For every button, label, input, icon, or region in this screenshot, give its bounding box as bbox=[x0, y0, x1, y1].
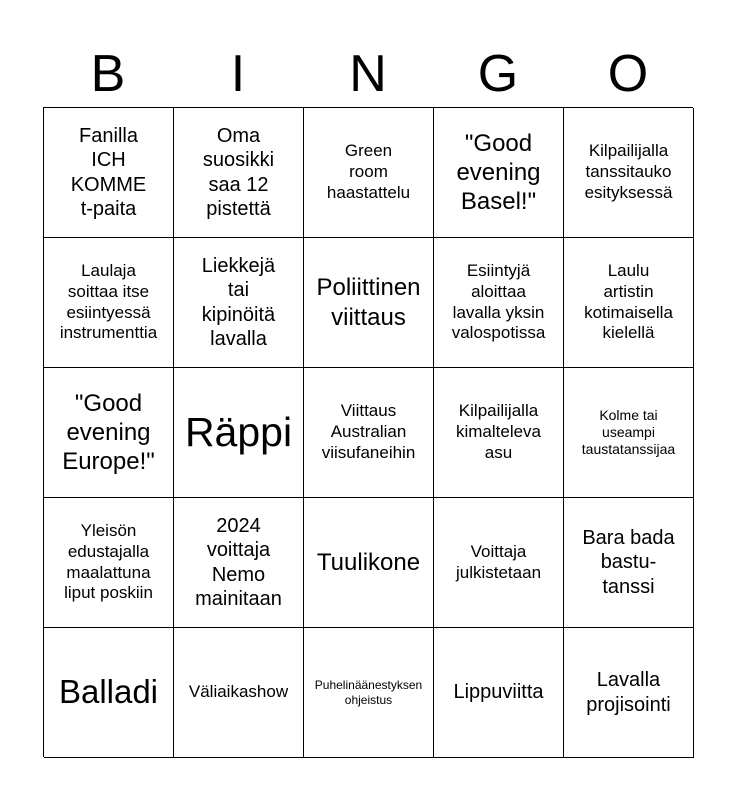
bingo-cell[interactable]: Oma suosikki saa 12 pistettä bbox=[174, 108, 304, 238]
bingo-cell[interactable]: Green room haastattelu bbox=[304, 108, 434, 238]
bingo-cell[interactable]: Viittaus Australian viisufaneihin bbox=[304, 368, 434, 498]
bingo-board bbox=[43, 107, 693, 757]
bingo-cell[interactable]: Yleisön edustajalla maalattuna liput poskiin bbox=[44, 498, 174, 628]
bingo-cell[interactable]: Kilpailijalla kimalteleva asu bbox=[434, 368, 564, 498]
bingo-cell[interactable]: Kilpailijalla tanssitauko esityksessä bbox=[564, 108, 694, 238]
bingo-cell[interactable]: Lavalla projisointi bbox=[564, 628, 694, 758]
bingo-cell[interactable]: Liekkejä tai kipinöitä lavalla bbox=[174, 238, 304, 368]
header-letter-o: O bbox=[607, 45, 649, 103]
header-letter-b: B bbox=[90, 45, 126, 103]
header-letter-n: N bbox=[349, 45, 387, 103]
bingo-cell[interactable]: Lippuviitta bbox=[434, 628, 564, 758]
bingo-cell[interactable]: Räppi bbox=[174, 368, 304, 498]
bingo-cell[interactable]: Fanilla ICH KOMME t-paita bbox=[44, 108, 174, 238]
bingo-cell[interactable]: "Good evening Basel!" bbox=[434, 108, 564, 238]
bingo-header bbox=[43, 40, 693, 108]
header-letter-g: G bbox=[477, 45, 519, 103]
bingo-cell[interactable]: Bara bada bastu- tanssi bbox=[564, 498, 694, 628]
bingo-cell[interactable]: Väliaikashow bbox=[174, 628, 304, 758]
bingo-cell[interactable]: Puhelinäänestyksen ohjeistus bbox=[304, 628, 434, 758]
bingo-cell[interactable]: 2024 voittaja Nemo mainitaan bbox=[174, 498, 304, 628]
bingo-cell[interactable]: Voittaja julkistetaan bbox=[434, 498, 564, 628]
bingo-cell[interactable]: "Good evening Europe!" bbox=[44, 368, 174, 498]
bingo-cell[interactable]: Kolme tai useampi taustatanssijaa bbox=[564, 368, 694, 498]
bingo-cell[interactable]: Laulaja soittaa itse esiintyessä instrumenttia bbox=[44, 238, 174, 368]
bingo-cell[interactable]: Poliittinen viittaus bbox=[304, 238, 434, 368]
bingo-cell[interactable]: Esiintyjä aloittaa lavalla yksin valospotissa bbox=[434, 238, 564, 368]
header-letter-i: I bbox=[230, 45, 246, 103]
bingo-cell[interactable]: Tuulikone bbox=[304, 498, 434, 628]
bingo-cell[interactable]: Balladi bbox=[44, 628, 174, 758]
bingo-cell[interactable]: Laulu artistin kotimaisella kielellä bbox=[564, 238, 694, 368]
